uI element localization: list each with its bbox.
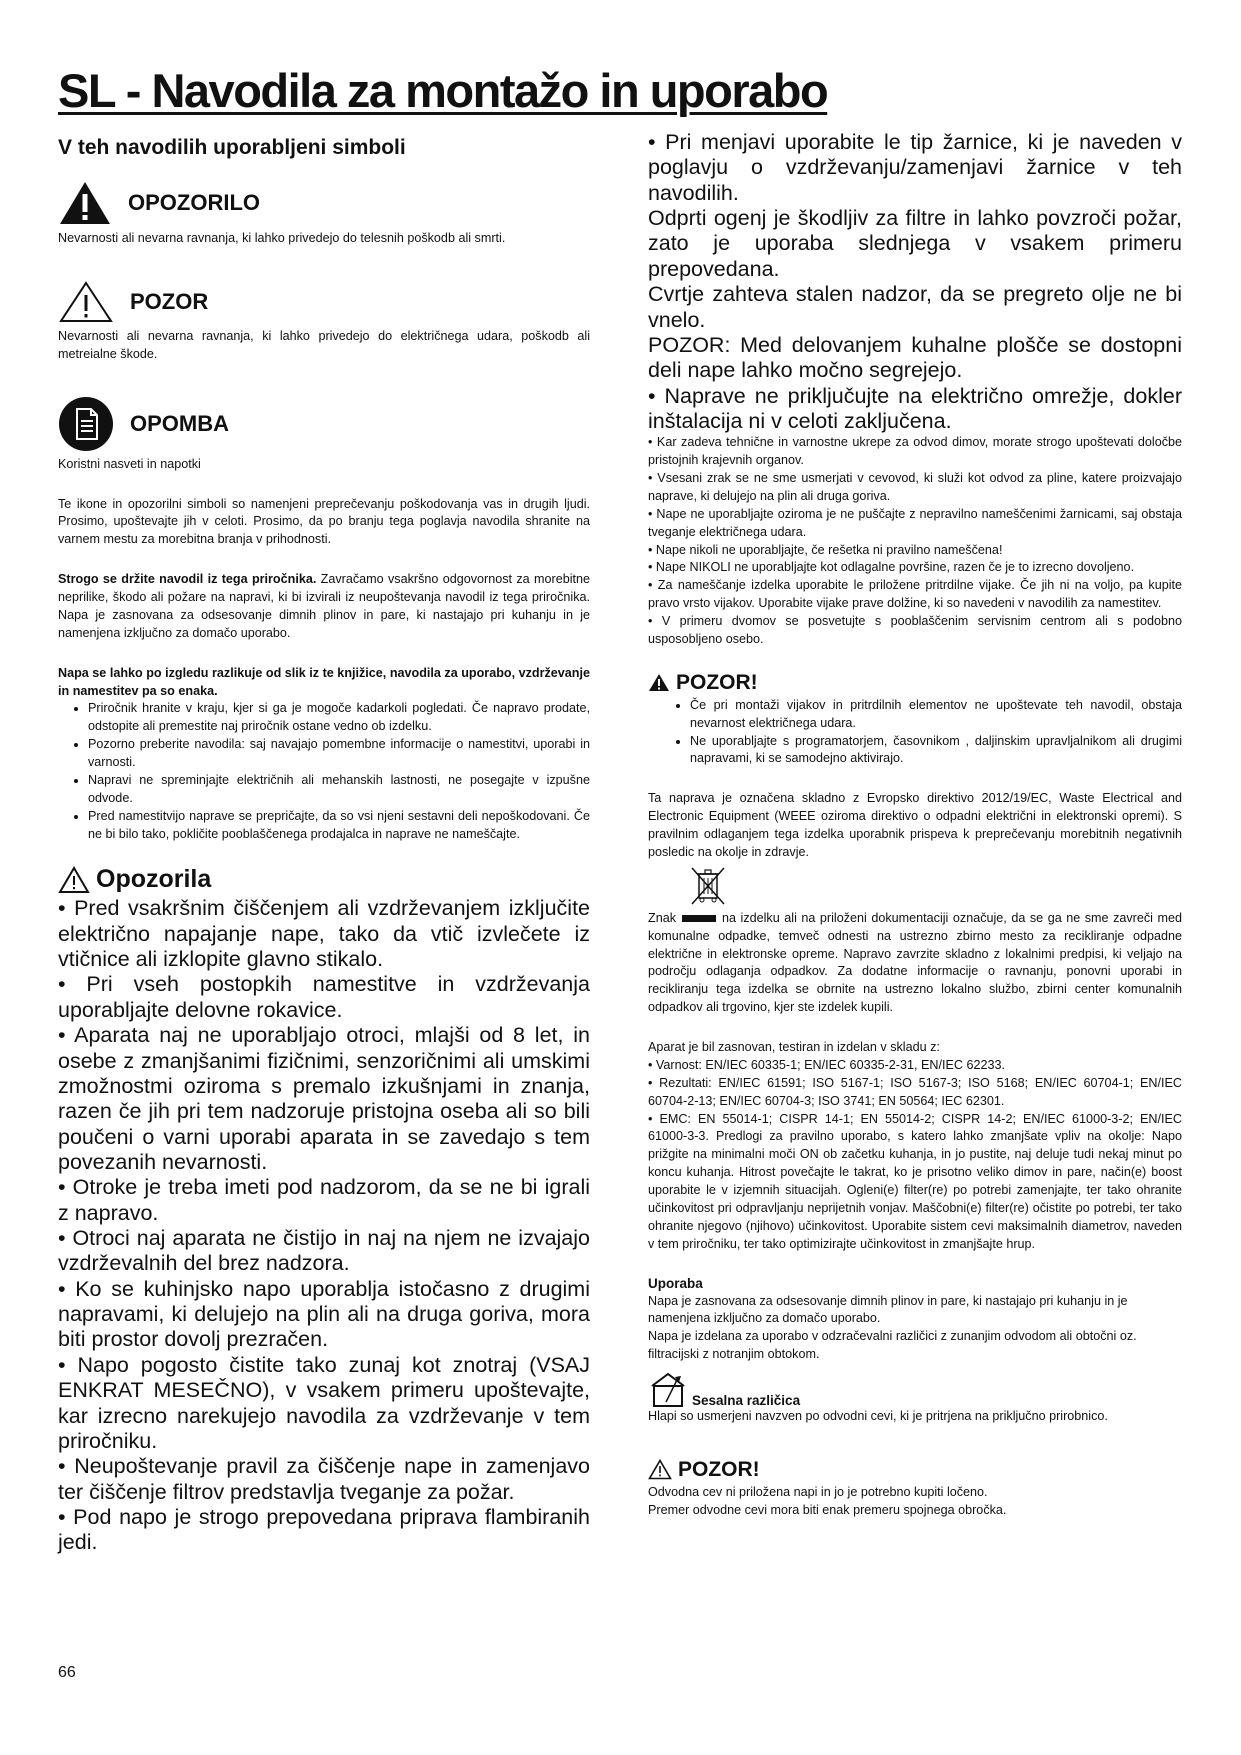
- right-large-paragraph: Cvrtje zahteva stalen nadzor, da se pregreto olje ne bi vnelo.: [648, 282, 1182, 332]
- pozor1-heading-row: [648, 671, 1182, 695]
- ducted-house-icon: [648, 1370, 690, 1408]
- list-item: • Če pri montaži vijakov in pritrdilnih elementov ne upoštevate teh navodil, obstaja nevarnost električnega udara.: [690, 697, 1182, 733]
- opozorila-paragraph: • Pri vseh postopkih namestitve in vzdrževanja uporabljajte delovne rokavice.: [58, 972, 590, 1022]
- opozorila-paragraph: • Otroke je treba imeti pod nadzorom, da se ne bi igrali z napravo.: [58, 1175, 590, 1225]
- page-number: 66: [58, 1664, 76, 1681]
- warning-filled-icon: [648, 673, 670, 692]
- right-large-paragraph: • Naprave ne priključujte na električno omrežje, dokler inštalacija ni v celoti zaključena.: [648, 383, 1182, 433]
- opozorila-heading-row: [58, 865, 590, 894]
- right-small-paragraph: • Nape NIKOLI ne uporabljajte kot odlagalne površine, razen če je to izrecno dovoljeno.: [648, 560, 1135, 575]
- right-small-paragraph: • Kar zadeva tehnične in varnostne ukrepe za odvod dimov, morate strogo upoštevati določbe pristojnih krajevnih organov.: [648, 435, 1182, 468]
- pozor2-heading-row: [648, 1458, 1182, 1482]
- list-item: • Napravi ne spreminjajte električnih ali mehanskih lastnosti, ne posegajte v izpušne odvode.: [88, 772, 590, 808]
- caution-description: Nevarnosti ali nevarna ravnanja, ki lahko privedejo do električnega udara, poškodb ali metreialne škode.: [58, 328, 590, 361]
- standards-line: • Varnost: EN/IEC 60335-1; EN/IEC 60335-2-31, EN/IEC 62233.: [648, 1057, 1005, 1072]
- opozorila-paragraph: • Aparata naj ne uporabljajo otroci, mlajši od 8 let, in osebe z zmanjšanimi fizičnimi, senzoričnimi ali umskimi zmožnostmi oziroma s premalo izkušnjami in znanja, razen če jih pri tem nadzoruje pristojna oseba ali so bili poučeni o varni uporabi aparata in se zavedajo s tem povezanih nevarnosti.: [58, 1023, 590, 1174]
- left-column: [58, 136, 590, 1556]
- standards-line: Aparat je bil zasnovan, testiran in izdelan v skladu z:: [648, 1040, 940, 1055]
- list-item: • Ne uporabljajte s programatorjem, časovnikom , daljinskim upravljalnikom ali drugimi napravami, ki se samodejno aktivirajo.: [690, 733, 1182, 769]
- sesalna-description: Hlapi so usmerjeni navzven po odvodni cevi, ki je pritrjena na priključno prirobnico.: [648, 1409, 1108, 1424]
- list-item: • Priročnik hranite v kraju, kjer si ga je mogoče kadarkoli pogledati. Če napravo prodate, odstopite ali premestite naj priročnik ostane vedno ob izdelku.: [88, 700, 590, 736]
- list-item: • Pozorno preberite navodila: saj navajajo pomembne informacije o namestitvi, uporabi in varnosti.: [88, 736, 590, 772]
- crossed-bin-icon: [688, 864, 728, 908]
- list-item: • Pred namestitvijo naprave se prepričajte, da so vsi njeni sestavni deli nepoškodovani. Če ne bi bilo tako, pokličite pooblaščenega prodajalca in naprave ne nameščajte.: [88, 808, 590, 844]
- caution-symbol-row: [58, 280, 590, 324]
- pozor2-line: Premer odvodne cevi mora biti enak premeru spojnega obročka.: [648, 1502, 1007, 1517]
- warning-filled-icon: [58, 180, 112, 226]
- opozorila-paragraph: • Napo pogosto čistite tako zunaj kot znotraj (VSAJ ENKRAT MESEČNO), v vsakem primeru upoštevajte, kar izrecno narekujejo navodila za vzdrževanje v tem priročniku.: [58, 1352, 590, 1453]
- uporaba-p2: Napa je izdelana za uporabo v odzračevalni različici z zunanjim odvodom ali obtočni oz. filtracijski z notranjim obtokom.: [648, 1329, 1137, 1362]
- right-small-paragraph: • Vsesani zrak se ne sme usmerjati v cevovod, ki služi kot odvod za pline, katere proizvajajo naprave, ki delujejo na plin ali druga goriva.: [648, 471, 1182, 503]
- right-small-paragraph: • Nape nikoli ne uporabljajte, če rešetka ni pravilno nameščena!: [648, 542, 1003, 557]
- intro-paragraph: Te ikone in opozorilni simboli so namenjeni preprečevanju poškodovanja vas in drugih ljudi. Prosimo, upoštevajte jih v celoti. Prosimo, da po branju tega poglavja navodila shranite na varnem mestu za morebitna branja v prihodnosti.: [58, 496, 590, 547]
- standards-line: • EMC: EN 55014-1; CISPR 14-1; EN 55014-2; CISPR 14-2; EN/IEC 61000-3-2; EN/IEC 61000-3-3. Predlogi za pravilno uporabo, s katero lahko zmanjšate vpliv na okolje: Napo prižgite na minimalni moči ON ob začetku kuhanja, in jo pustite, naj deluje tudi nekaj minut po koncu kuhanja. Hitrost povečajte le takrat, ko je prisotno veliko dimov in pare, način(e) boost uporabite le v izjemnih situacijah. Ogleni(e) filter(re) po potrebi zamenjajte, ter tako ohranite učinkovitost pri odpravljanju neprijetnih vonjav. Maščobni(e) filter(re) očistite po potrebi, ter tako ohranite njegovo (njihovo) učinkovitost. Uporabite sistem cevi maksimalnih diametrov, naveden v tem priročniku, ter tako optimizirajte učinkovitost in zmanjšajte hrup.: [648, 1111, 1182, 1251]
- strict-rest: Zavračamo vsakršno odgovornost za morebitne neprilike, škodo ali požare na napravi, ki bi izvirali iz neupoštevanja navodil iz tega priročnika. Napa je zasnovana za odsesovanje dimnih plinov in pare, ki nastajajo pri kuhanju in je namenjena izključno za domačo uporabo.: [58, 572, 591, 640]
- warning-description: Nevarnosti ali nevarna ravnanja, ki lahko privedejo do telesnih poškodb ali smrti.: [58, 231, 506, 245]
- znak-rest: na izdelku ali na priloženi dokumentaciji označuje, da se ga ne sme zavreči med komunalne odpadke, temveč odnesti na ustrezno zbirno mesto za recikliranje odpadne električne in elektronske opreme. Napravo zavrzite skladno z lokalnimi predpisi, ki veljajo na področju odlaganja odpadkov. Za dodatne informacije o ravnanju, ponovni uporabi in recikliranju tega izdelka se obrnite na ustrezno lokalno službo, zbirni center komunalnih odpadkov ali trgovino, kjer ste izdelek kupili.: [648, 910, 1182, 1015]
- right-large-paragraph: Odprti ogenj je škodljiv za filtre in lahko povzroči požar, zato je uporaba slednjega v vsakem primeru prepovedana.: [648, 206, 1182, 281]
- caution-outline-icon: [58, 280, 114, 324]
- page-title: SL - Navodila za montažo in uporabo: [58, 64, 828, 117]
- opozorila-paragraph: • Neupoštevanje pravil za čiščenje nape in zamenjavo ter čiščenje filtrov predstavlja tveganje za požar.: [58, 1454, 590, 1504]
- pozor1-list: [648, 697, 1182, 769]
- appearance-heading: Napa se lahko po izgledu razlikuje od slik iz te knjižice, navodila za uporabo, vzdrževanje in namestitev pa so enaka.: [58, 665, 590, 698]
- sesalna-row: [648, 1370, 1182, 1408]
- right-small-paragraph: • V primeru dvomov se posvetujte s pooblaščenim servisnim centrom ali s podobno usposobljeno osebo.: [648, 614, 1182, 646]
- right-column: [648, 130, 1182, 1520]
- strict-bold: Strogo se držite navodil iz tega priročnika.: [58, 572, 317, 587]
- warning-label: OPOZORILO: [128, 190, 260, 215]
- note-label: OPOMBA: [130, 410, 229, 436]
- black-bar-icon: [682, 915, 716, 922]
- opozorila-heading: Opozorila: [96, 865, 212, 894]
- znak-start: Znak: [648, 910, 676, 925]
- document-note-icon: [58, 396, 114, 452]
- right-large-paragraph: • Pri menjavi uporabite le tip žarnice, ki je naveden v poglavju o vzdrževanju/zamenjavi žarnice v teh navodilih.: [648, 130, 1182, 205]
- sesalna-label: Sesalna različica: [692, 1393, 801, 1409]
- pozor1-heading: POZOR!: [676, 670, 758, 694]
- note-symbol-row: [58, 396, 590, 452]
- strict-paragraph: [58, 571, 590, 643]
- caution-outline-icon: [58, 866, 90, 894]
- opozorila-paragraph: • Ko se kuhinjsko napo uporablja istočasno z drugimi napravami, ki delujejo na plin ali na druga goriva, mora biti prostor dovolj prezračen.: [58, 1276, 590, 1352]
- right-small-paragraph: • Za nameščanje izdelka uporabite le priložene pritrdilne vijake. Če jih ni na voljo, pa kupite pravo vrsto vijakov. Uporabite vijake prave dolžine, ki so navedeni v navodilih za namestitev.: [648, 578, 1182, 611]
- right-large-paragraph: POZOR: Med delovanjem kuhalne plošče se dostopni deli nape lahko močno segrejejo.: [648, 332, 1182, 383]
- symbols-heading: V teh navodilih uporabljeni simboli: [58, 136, 406, 159]
- right-small-paragraph: • Nape ne uporabljajte oziroma je ne puščajte z nepravilno nameščenimi žarnicami, saj obstaja tveganje električnega udara.: [648, 506, 1182, 539]
- appearance-list: [58, 700, 590, 843]
- caution-label: POZOR: [130, 288, 209, 314]
- znak-paragraph: [648, 910, 1182, 1017]
- note-description: Koristni nasveti in napotki: [58, 456, 201, 471]
- pozor2-heading: POZOR!: [678, 1457, 760, 1481]
- warning-symbol-row: [58, 180, 590, 226]
- weee-paragraph: Ta naprava je označena skladno z Evropsko direktivo 2012/19/EC, Waste Electrical and Electronic Equipment (WEEE oziroma direktivo o odpadni električni in elektronski opremi). S pravilnim odlaganjem tega izdelka uporabnik prispeva k preprečevanju morebitnih negativnih posledic na okolje in zdravje.: [648, 791, 1182, 859]
- opozorila-paragraph: • Pod napo je strogo prepovedana priprava flambiranih jedi.: [58, 1505, 590, 1555]
- opozorila-paragraph: • Otroci naj aparata ne čistijo in naj na njem ne izvajajo vzdrževalnih del brez nadzora.: [58, 1226, 590, 1276]
- caution-outline-icon: [648, 1459, 672, 1480]
- opozorila-paragraph: • Pred vsakršnim čiščenjem ali vzdrževanjem izključite električno napajanje nape, tako da vtič izvlečete iz vtičnice ali izklopite glavno stikalo.: [58, 896, 590, 972]
- pozor2-line: Odvodna cev ni priložena napi in jo je potrebno kupiti ločeno.: [648, 1484, 988, 1499]
- uporaba-heading: Uporaba: [648, 1275, 703, 1291]
- standards-line: • Rezultati: EN/IEC 61591; ISO 5167-1; ISO 5167-3; ISO 5168; EN/IEC 60704-1; EN/IEC 60704-2-13; EN/IEC 60704-3; ISO 3741; EN 50564; IEC 62301.: [648, 1075, 1182, 1108]
- uporaba-p1: Napa je zasnovana za odsesovanje dimnih plinov in pare, ki nastajajo pri kuhanju in je namenjena izključno za domačo uporabo.: [648, 1293, 1128, 1326]
